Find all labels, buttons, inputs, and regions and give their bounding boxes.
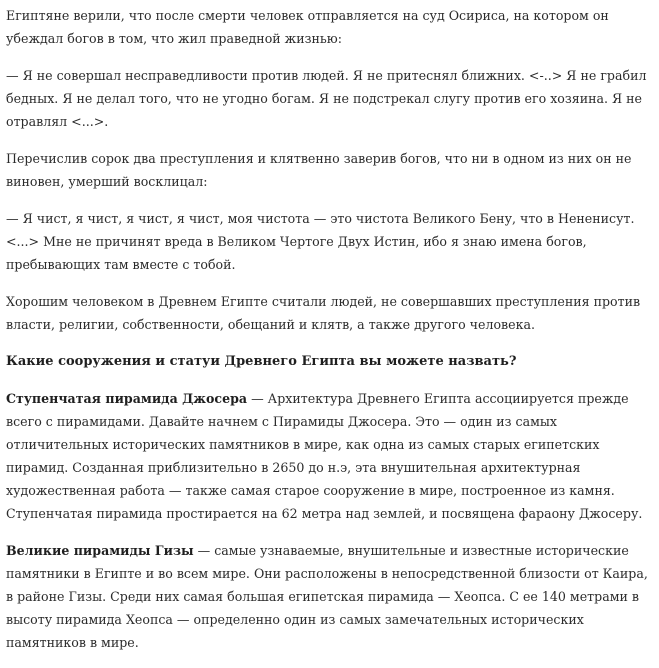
paragraph-good-person: Хорошим человеком в Древнем Египте считали людей, не совершавших преступления против власти, религии, собственности, обещаний и клятв, а также другого человека. (6, 294, 641, 332)
paragraph-osiris-judgment: Египтяне верили, что после смерти человек отправляется на суд Осириса, на котором он убеждал богов в том, что жил праведной жизнью: (6, 8, 609, 46)
paragraph-djoser-pyramid (6, 387, 653, 525)
paragraph-giza-pyramids (6, 539, 653, 654)
djoser-pyramid-text: — Архитектура Древнего Египта ассоциируется прежде всего с пирамидами. Давайте начнем с Пирамиды Джосера. Это — один из самых отличительных исторических памятников в мире, как одна из самых старых египетских пирамид. Созданная приблизительно в 2650 до н.э, эта внушительная архитектурная художественная работа — также самая старое сооружение в мире, построенное из камня. Ступенчатая пирамида простирается на 62 метра над землей, и посвящена фараону Джосеру. (6, 391, 643, 521)
section-heading: Какие сооружения и статуи Древнего Египта вы можете назвать? (6, 354, 517, 369)
paragraph-forty-two-crimes: Перечислив сорок два преступления и клятвенно заверив богов, что ни в одном из них он не виновен, умерший восклицал: (6, 151, 632, 189)
giza-pyramids-text: — самые узнаваемые, внушительные и известные исторические памятники в Египте и во всем мире. Они расположены в непосредственной близости от Каира, в районе Гизы. Среди них самая большая египетская пирамида — Хеопса. С ее 140 метрами в высоту пирамида Хеопса — определенно один из самых замечательных исторических памятников в мире. (6, 543, 648, 650)
paragraph-purity-declaration: — Я чист, я чист, я чист, я чист, моя чистота — это чистота Великого Бену, что в Нененисут. <...> Мне не причинят вреда в Великом Чертоге Двух Истин, ибо я знаю имена богов, пребывающих там вместе с тобой. (6, 211, 635, 272)
paragraph-negative-confession: — Я не совершал несправедливости против людей. Я не притеснял ближних. <-..> Я не грабил бедных. Я не делал того, что не угодно богам. Я не подстрекал слугу против его хозяина. Я не отравлял <...>. (6, 68, 647, 129)
djoser-pyramid-title: Ступенчатая пирамида Джосера (6, 391, 248, 406)
giza-pyramids-title: Великие пирамиды Гизы (6, 543, 194, 558)
